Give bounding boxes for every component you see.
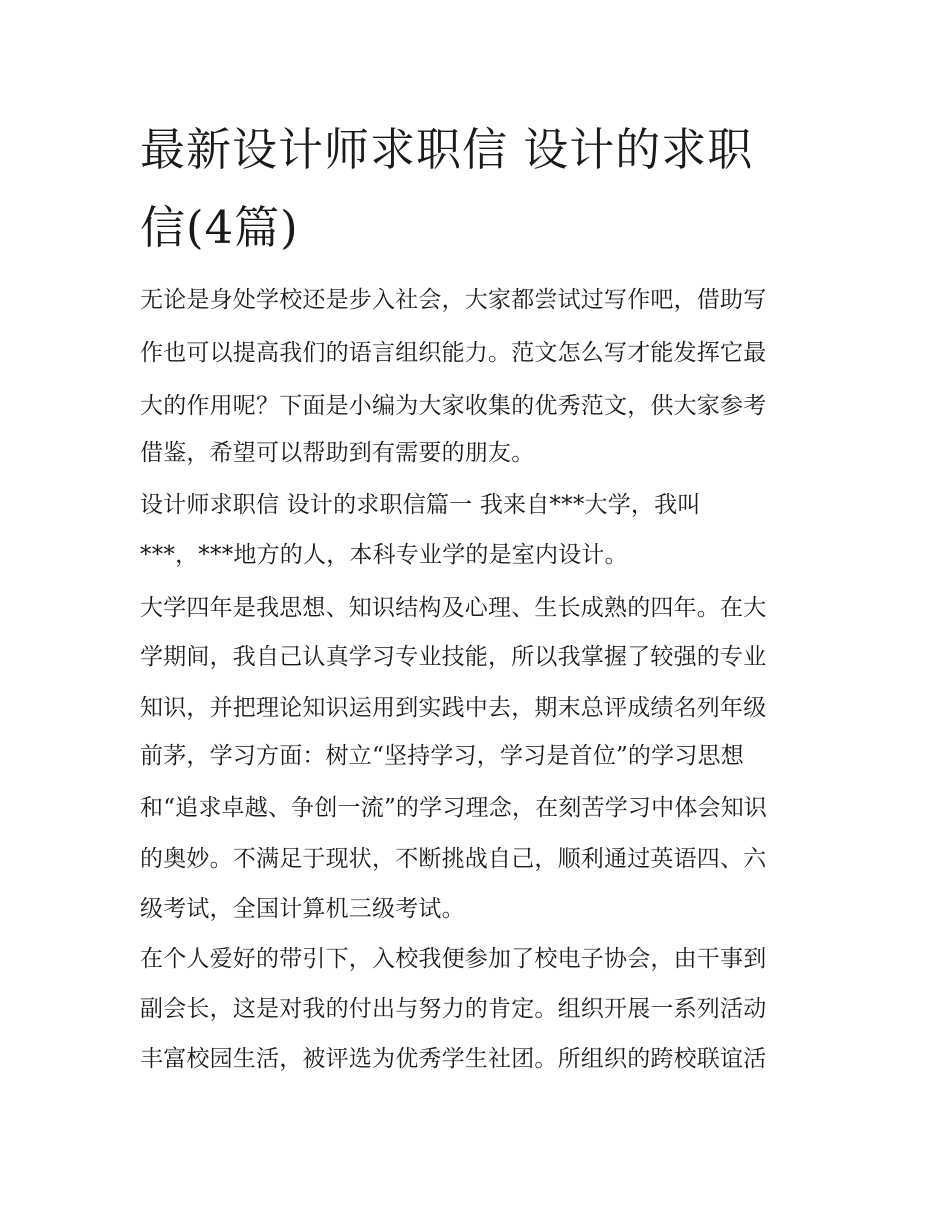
document-title-line-2: 信(4篇) — [140, 201, 299, 254]
document-title-line-1: 最新设计师求职信 设计的求职 — [140, 123, 754, 176]
body-line: 前茅，学习方面：树立“坚持学习，学习是首位”的学习思想 — [140, 743, 744, 769]
body-line: 副会长，这是对我的付出与努力的肯定。组织开展一系列活动 — [140, 996, 767, 1022]
body-line: 大学四年是我思想、知识结构及心理、生长成熟的四年。在大 — [140, 595, 767, 621]
body-line: 级考试，全国计算机三级考试。 — [140, 896, 465, 922]
body-line: 无论是身处学校还是步入社会，大家都尝试过写作吧，借助写 — [140, 287, 767, 313]
body-line: 丰富校园生活，被评选为优秀学生社团。所组织的跨校联谊活 — [140, 1046, 767, 1072]
body-line: 的奥妙。不满足于现状，不断挑战自己，顺利通过英语四、六 — [140, 846, 767, 872]
body-line: 设计师求职信 设计的求职信篇一 我来自***大学，我叫 — [140, 492, 701, 518]
body-line: 大的作用呢？下面是小编为大家收集的优秀范文，供大家参考 — [140, 393, 767, 419]
body-line: 在个人爱好的带引下，入校我便参加了校电子协会，由干事到 — [140, 946, 767, 972]
body-line: 作也可以提高我们的语言组织能力。范文怎么写才能发挥它最 — [140, 340, 767, 366]
body-line: 和“追求卓越、争创一流”的学习理念，在刻苦学习中体会知识 — [140, 795, 768, 821]
body-line: ***，***地方的人，本科专业学的是室内设计。 — [140, 542, 628, 568]
body-line: 知识，并把理论知识运用到实践中去，期末总评成绩名列年级 — [140, 695, 767, 721]
body-line: 学期间，我自己认真学习专业技能，所以我掌握了较强的专业 — [140, 644, 767, 670]
body-line: 借鉴，希望可以帮助到有需要的朋友。 — [140, 440, 535, 466]
